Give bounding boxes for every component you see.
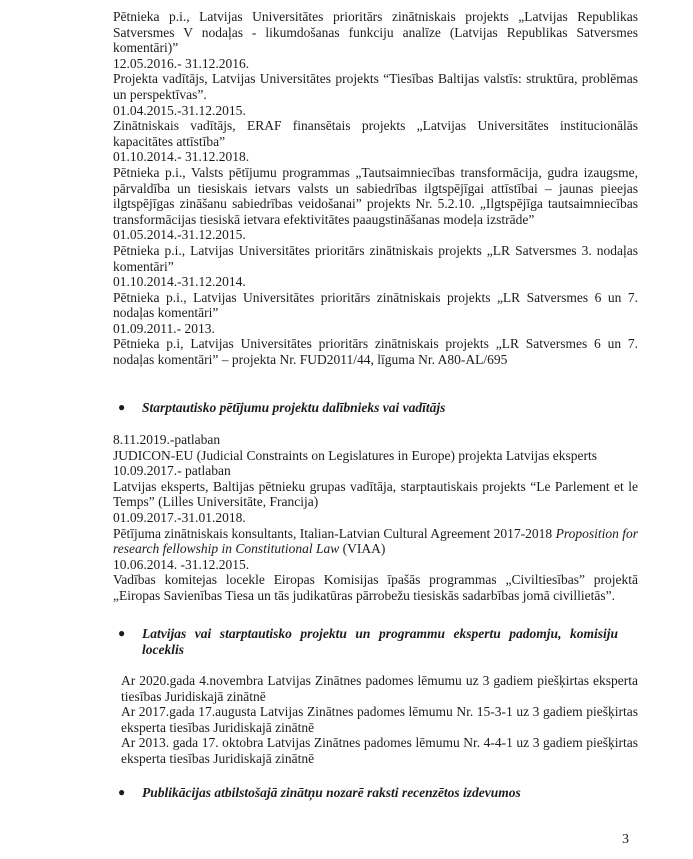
project-entry: Pētnieka p.i, Latvijas Universitātes prioritārs zinātniskais projekts „LR Satversmes 6 un 7. nodaļas komentāri” – projekta Nr. FUD2011/44, līguma Nr. A80-AL/695 (113, 336, 638, 368)
project-entry (113, 526, 638, 557)
project-date: 8.11.2019.-patlaban (113, 432, 221, 447)
section-heading-text: Latvijas vai starptautisko projektu un programmu ekspertu padomju, komisiju loceklis (142, 626, 618, 657)
section-heading-international-projects (118, 400, 618, 416)
project-entry: Pētnieka p.i., Latvijas Universitātes prioritārs zinātniskais projekts „LR Satversmes 3. nodaļas komentāri” (113, 242, 638, 274)
project-entry: Projekta vadītājs, Latvijas Universitātes projekts “Tiesības Baltijas valstīs: struktūra, problēmas un perspektīvas”. (113, 71, 638, 102)
project-entry: Pētnieka p.i., Latvijas Universitātes prioritārs zinātniskais projekts „LR Satversmes 6 un 7. nodaļas komentāri” (113, 289, 638, 321)
section-heading-text: Starptautisko pētījumu projektu dalībnieks vai vadītājs (142, 400, 446, 415)
project-date: 01.10.2014.- 31.12.2018. (113, 149, 250, 165)
project-entry: Zinātniskais vadītājs, ERAF finansētais projekts „Latvijas Universitātes institucionālās kapacitātes attīstība” (113, 118, 638, 149)
section-heading-expert-councils (118, 626, 618, 657)
project-date: 01.09.2017.-31.01.2018. (113, 509, 246, 525)
expert-entry: Ar 2017.gada 17.augusta Latvijas Zinātnes padomes lēmumu Nr. 15-3-1 uz 3 gadiem piešķirtas eksperta tiesības Juridiskajā zinātnē (121, 704, 638, 735)
expert-entry: Ar 2013. gada 17. oktobra Latvijas Zinātnes padomes lēmumu Nr. 4-4-1 uz 3 gadiem piešķirtas eksperta tiesības Juridiskajā zinātnē (121, 735, 638, 766)
project-entry: Vadības komitejas locekle Eiropas Komisijas īpašās programmas „Civiltiesības” projektā „Eiropas Savienības Tiesa un tās judikatūras pārrobežu tiesiskās sadarbības jomā civillietās”. (113, 572, 638, 603)
bullet-icon: ● (118, 626, 126, 640)
section-heading-publications (118, 785, 618, 801)
bullet-icon: ● (118, 400, 126, 414)
project-date: 01.05.2014.-31.12.2015. (113, 227, 246, 243)
project-date: 01.09.2011.- 2013. (113, 320, 215, 336)
expert-rights-list (121, 673, 638, 767)
project-date: 10.09.2017.- patlaban (113, 463, 231, 479)
section-heading-text: Publikācijas atbilstošajā zinātņu nozarē raksti recenzētos izdevumos (142, 785, 521, 800)
project-entry: Latvijas eksperts, Baltijas pētnieku grupas vadītāja, starptautiskais projekts “Le Parlement et le Temps” (Lilles Universitāte, Francija) (113, 478, 638, 510)
project-entry: Pētnieka p.i., Latvijas Universitātes prioritārs zinātniskais projekts „Latvijas Republikas Satversmes V nodaļas - likumdošanas funkciju analīze (Latvijas Republikas Satversmes komentāri)” (113, 9, 638, 56)
project-entry-suffix: (VIAA) (339, 541, 386, 557)
bullet-icon: ● (118, 785, 126, 799)
project-entry-italic: Proposition for research fellowship in Constitutional Law (113, 525, 638, 557)
international-projects-list (113, 432, 638, 604)
expert-entry: Ar 2020.gada 4.novembra Latvijas Zinātnes padomes lēmumu uz 3 gadiem piešķirtas eksperta tiesības Juridiskajā zinātnē (121, 673, 638, 704)
project-entry: Pētnieka p.i., Valsts pētījumu programmas „Tautsaimniecības transformācija, gudra izaugsme, pārvaldība un tiesiskais ietvars valsts un sabiedrības ilgtspējīgai attīstībai – jaunas pieejas ilgtspējīgas zināšanu sabiedrības veidošanai” projekts Nr. 5.2.10. „Ilgtspējīga tautsaimniecības transformācijas tiesiskā ietvara efektivitātes paaugstināšanas modeļa izstrāde” (113, 164, 638, 227)
project-entry-prefix: Pētījuma zinātniskais konsultants, Italian-Latvian Cultural Agreement 2017-2018 (113, 525, 556, 541)
project-date: 12.05.2016.- 31.12.2016. (113, 55, 250, 71)
national-projects-list (113, 9, 638, 368)
project-date: 01.10.2014.-31.12.2014. (113, 274, 246, 290)
project-entry: JUDICON-EU (Judicial Constraints on Legislatures in Europe) projekta Latvijas eksperts (113, 447, 598, 463)
project-date: 10.06.2014. -31.12.2015. (113, 556, 250, 572)
page-number: 3 (622, 832, 629, 847)
project-date: 01.04.2015.-31.12.2015. (113, 102, 246, 118)
